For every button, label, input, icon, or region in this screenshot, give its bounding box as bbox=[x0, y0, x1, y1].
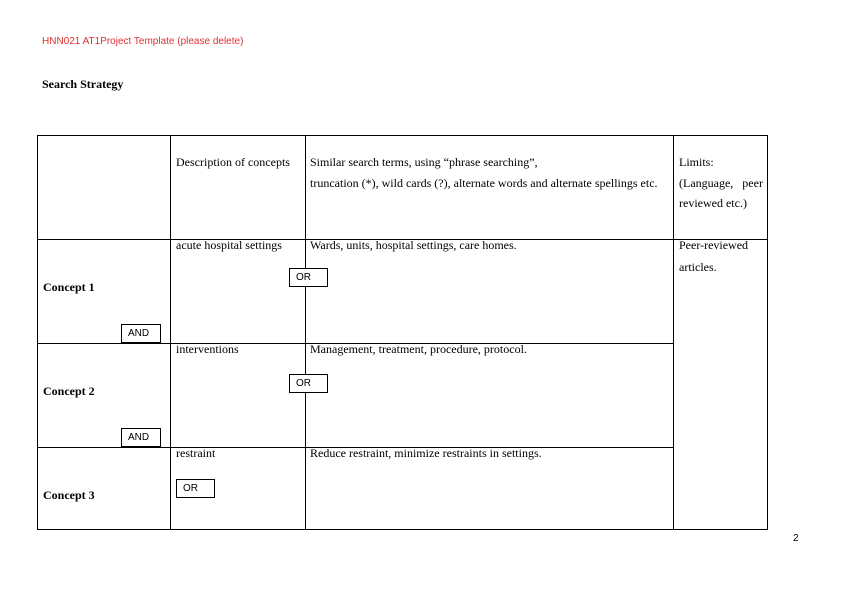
concept-description: restraint bbox=[176, 446, 216, 460]
concept-terms: Reduce restraint, minimize restraints in settings. bbox=[310, 446, 542, 460]
concept-description: interventions bbox=[176, 342, 239, 356]
limits-value-line2: articles. bbox=[679, 260, 717, 274]
and-connector-box: AND bbox=[121, 428, 161, 447]
or-connector-box: OR bbox=[289, 374, 328, 393]
column-divider bbox=[673, 135, 674, 530]
concept-terms: Wards, units, hospital settings, care homes. bbox=[310, 238, 517, 252]
header-similar-line1: Similar search terms, using “phrase searching”, bbox=[310, 155, 538, 169]
or-connector-box: OR bbox=[289, 268, 328, 287]
header-description: Description of concepts bbox=[176, 155, 290, 169]
table-border-bottom bbox=[37, 529, 768, 530]
concept-label: Concept 2 bbox=[43, 384, 95, 398]
header-limits-line3: reviewed etc.) bbox=[679, 196, 747, 210]
header-limits-line1: Limits: bbox=[679, 155, 714, 169]
table-border-top bbox=[37, 135, 768, 136]
header-similar-line2: truncation (*), wild cards (?), alternate words and alternate spellings etc. bbox=[310, 176, 658, 190]
page-title: Search Strategy bbox=[42, 77, 124, 91]
column-divider bbox=[170, 135, 171, 530]
header-note: HNN021 AT1Project Template (please delete) bbox=[42, 36, 244, 47]
column-divider bbox=[305, 135, 306, 530]
and-connector-box: AND bbox=[121, 324, 161, 343]
concept-description: acute hospital settings bbox=[176, 238, 282, 252]
concept-label: Concept 3 bbox=[43, 488, 95, 502]
or-connector-box: OR bbox=[176, 479, 215, 498]
concept-terms: Management, treatment, procedure, protocol. bbox=[310, 342, 527, 356]
concept-label: Concept 1 bbox=[43, 280, 95, 294]
table-border-right bbox=[767, 135, 768, 530]
page-number: 2 bbox=[793, 533, 799, 544]
table-border-left bbox=[37, 135, 38, 530]
limits-value-line1: Peer-reviewed bbox=[679, 238, 749, 252]
header-limits-line2: (Language, peer bbox=[679, 176, 763, 190]
